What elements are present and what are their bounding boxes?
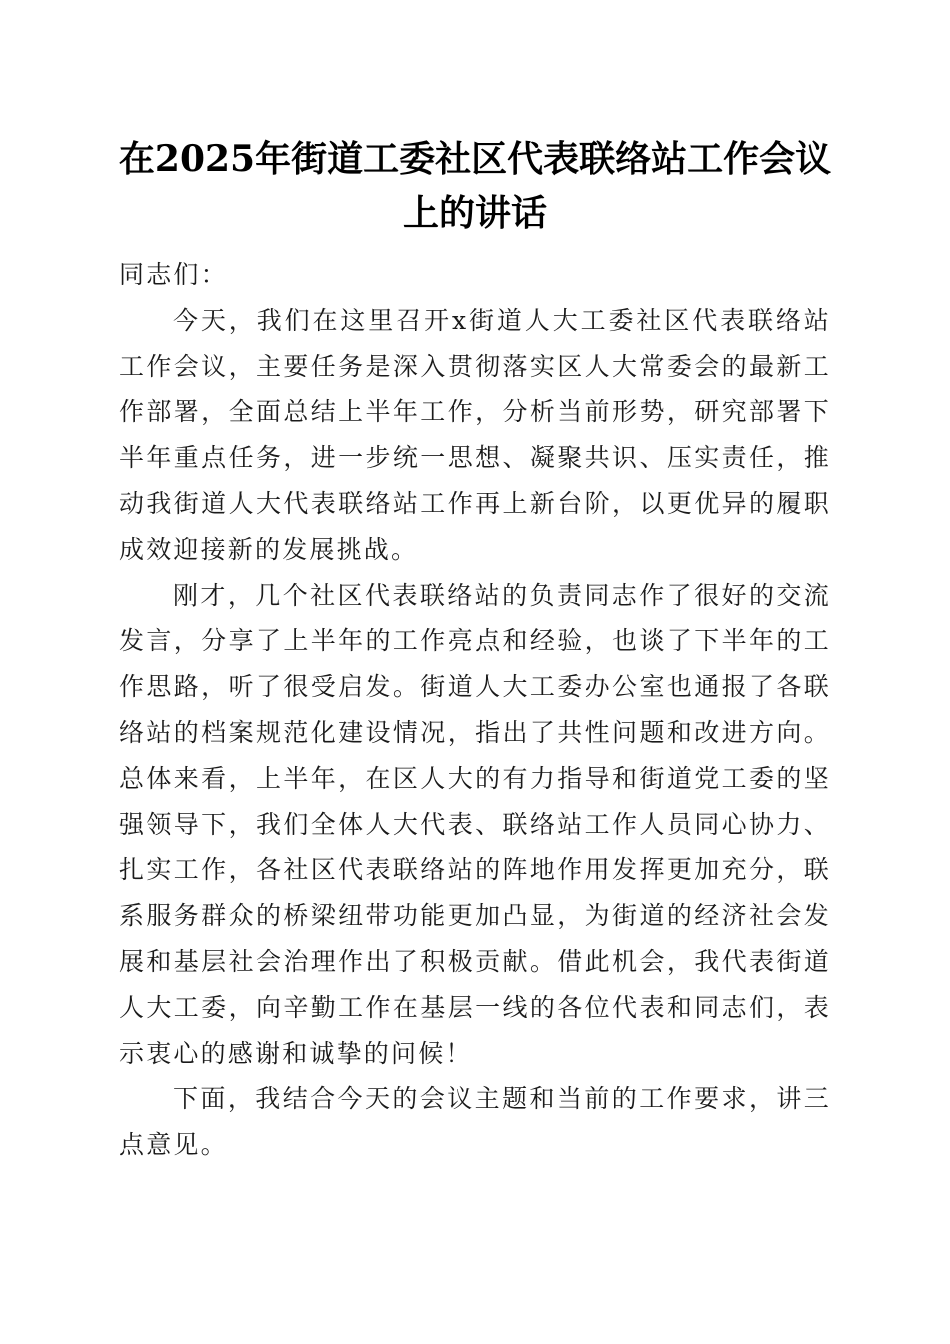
document-title bbox=[110, 132, 840, 240]
document-body bbox=[119, 252, 831, 1168]
title-line-1: 在2025年街道工委社区代表联络站工作会议 bbox=[118, 138, 832, 180]
title-line-2: 上的讲话 bbox=[402, 192, 547, 234]
salutation: 同志们： bbox=[119, 260, 228, 289]
paragraph-review: 刚才，几个社区代表联络站的负责同志作了很好的交流发言，分享了上半年的工作亮点和经验，也谈了下半年的工作思路，听了很受启发。街道人大工委办公室也通报了各联络站的档案规范化建设情况，指出了共性问题和改进方向。总体来看，上半年，在区人大的有力指导和街道党工委的坚强领导下，我们全体人大代表、联络站工作人员同心协力、扎实工作，各社区代表联络站的阵地作用发挥更加充分，联系服务群众的桥梁纽带功能更加凸显，为街道的经济社会发展和基层社会治理作出了积极贡献。借此机会，我代表街道人大工委，向辛勤工作在基层一线的各位代表和同志们，表示衷心的感谢和诚挚的问候！ bbox=[119, 580, 831, 1068]
paragraph-transition: 下面，我结合今天的会议主题和当前的工作要求，讲三点意见。 bbox=[119, 1084, 831, 1160]
paragraph-opening: 今天，我们在这里召开x街道人大工委社区代表联络站工作会议，主要任务是深入贯彻落实区人大常委会的最新工作部署，全面总结上半年工作，分析当前形势，研究部署下半年重点任务，进一步统一思想、凝聚共识、压实责任，推动我街道人大代表联络站工作再上新台阶，以更优异的履职成效迎接新的发展挑战。 bbox=[119, 305, 831, 564]
